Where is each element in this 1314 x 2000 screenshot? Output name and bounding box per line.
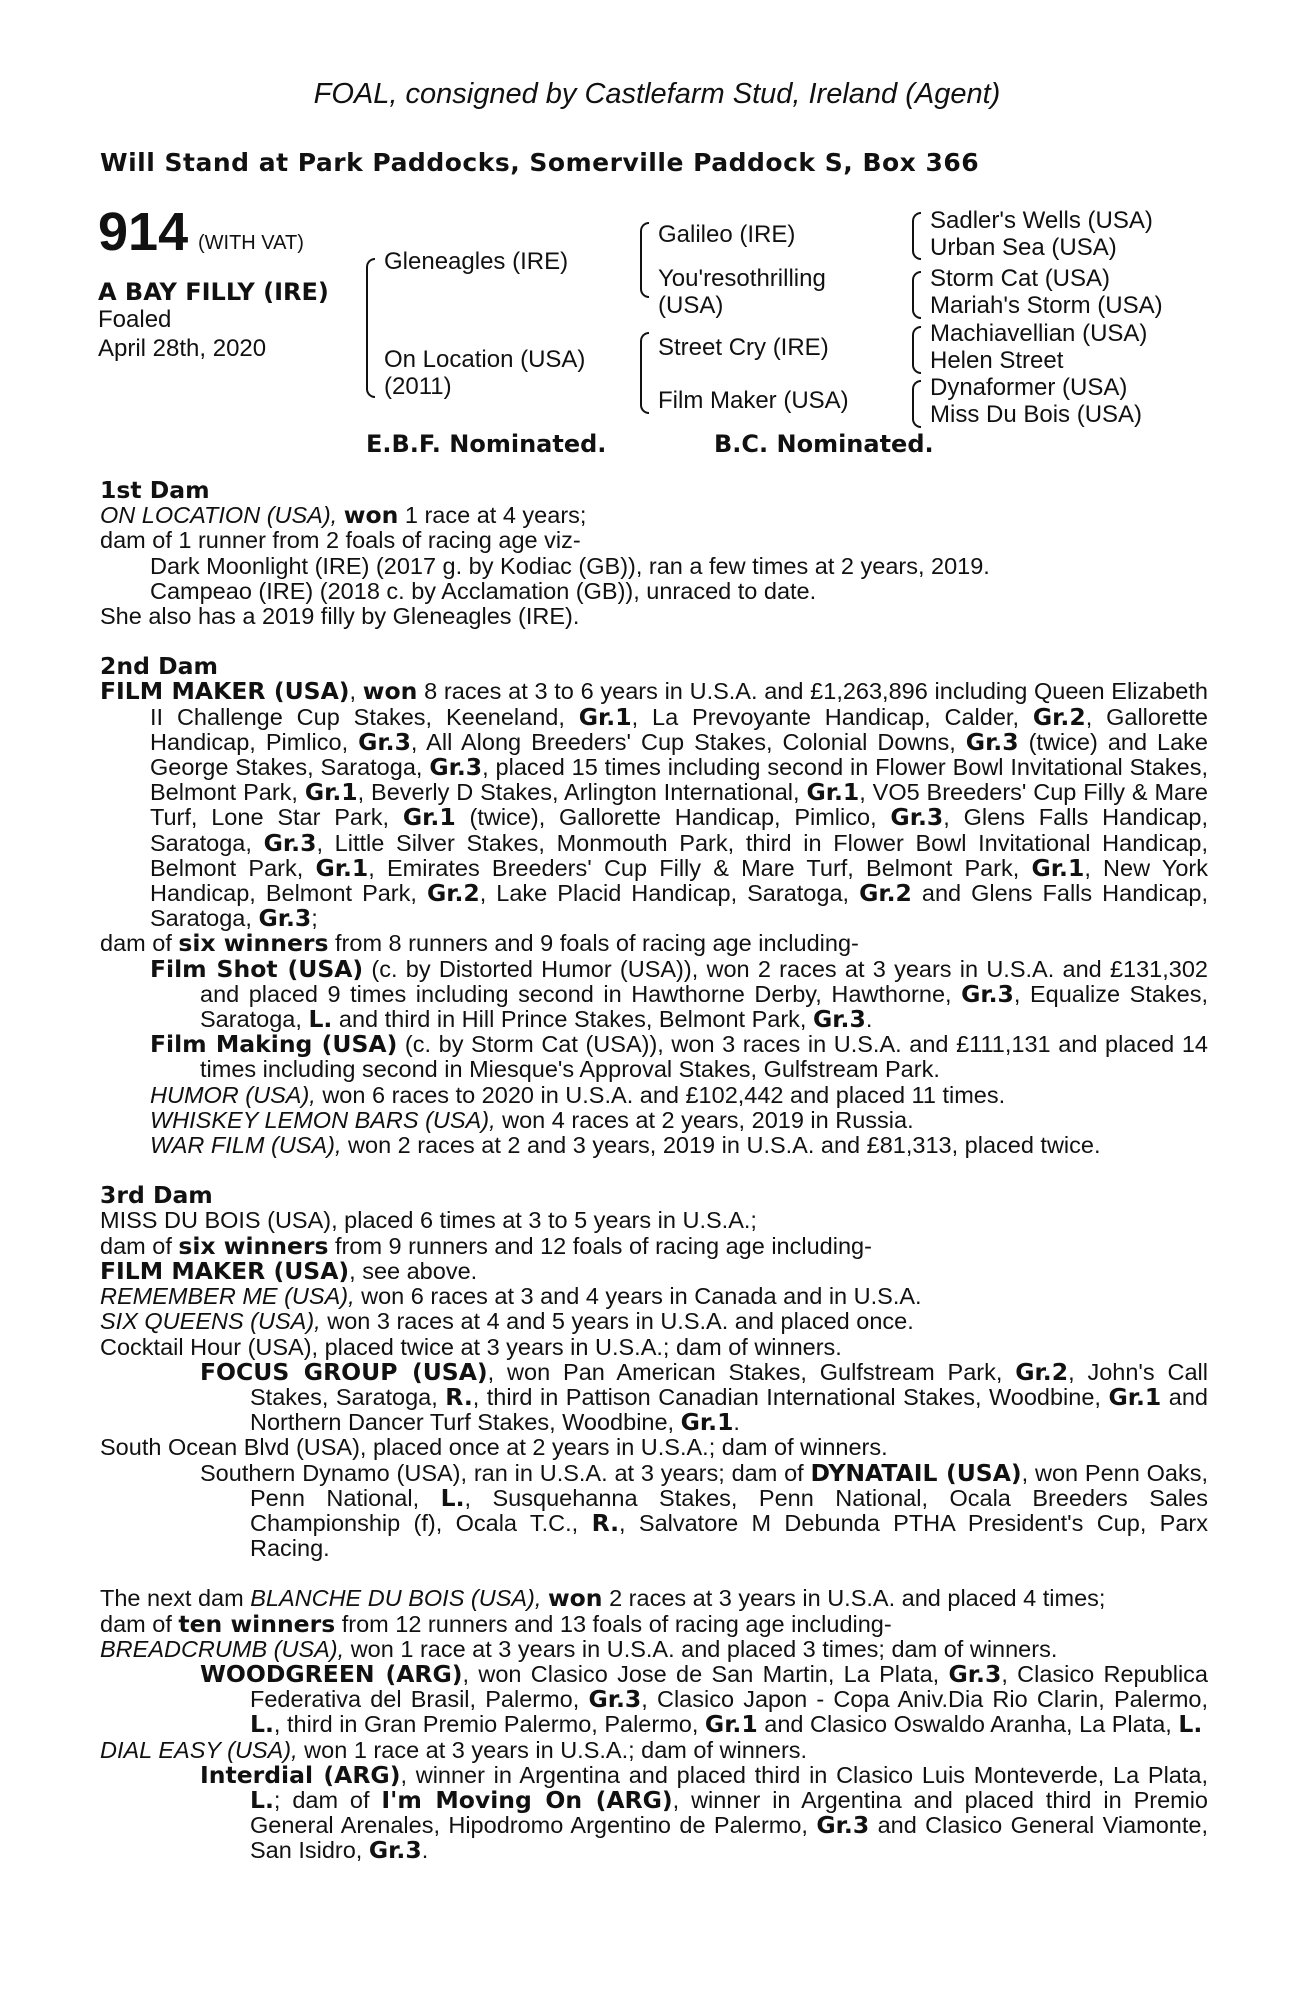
text: and third in Hill Prince Stakes, Belmont Park, [332,1006,813,1033]
won-label: won [343,501,399,530]
third-dam-heading: 3rd Dam [100,1181,213,1210]
text: , All Along Breeders' Cup Stakes, Colonial Downs, [410,728,966,755]
grade: Gr.3 [258,904,312,933]
third-dam-section [100,1183,1208,1561]
text: The next dam [100,1585,251,1612]
third-dam-record: MISS DU BOIS (USA), placed 6 times at 3 to 5 years in U.S.A.; [100,1207,757,1234]
grade: Gr.1 [1031,853,1085,882]
text: won 3 races at 4 and 5 years in U.S.A. and placed once. [320,1308,914,1335]
grade: Gr.3 [429,753,483,782]
grade: Gr.2 [1032,702,1086,731]
second-dam-record [100,679,1208,931]
horse-name: REMEMBER ME (USA), [100,1283,355,1310]
pedigree-sire-dam-name: You'resothrilling [658,265,826,292]
gen3-brace-2 [912,271,921,319]
second-dam-summary [100,931,1208,956]
text: , Little Silver Stakes, Monmouth Park, third in Flower Bowl Invitational Handicap, Belmont Park, [150,829,1209,881]
pedigree-dam [384,346,585,400]
bc-nomination: B.C. Nominated. [714,430,934,458]
grade: L. [440,1483,465,1512]
next-dam-section [100,1586,1208,1863]
grade: Gr.3 [816,1811,870,1840]
grade: Gr.1 [680,1408,734,1437]
text: from 9 runners and 12 foals of racing age including- [328,1232,872,1259]
text: dam of [100,930,179,957]
horse-name: SIX QUEENS (USA), [100,1308,321,1335]
dam-parents-brace [640,332,649,414]
progeny-six-queens [100,1309,1208,1334]
second-dam-section [100,654,1208,1158]
gen3-brace-1 [912,212,921,260]
text: , New York Handicap, Belmont Park, [150,854,1208,907]
text: , [349,678,357,705]
text: ; dam of [273,1786,382,1813]
grade: Gr.3 [263,828,317,857]
first-dam-section [100,478,1208,629]
text: . [733,1409,740,1436]
text: and Clasico Oswaldo Aranha, La Plata, [757,1711,1179,1738]
progeny-film-maker [100,1256,1208,1285]
horse-name: Film Making (USA) [150,1030,398,1059]
progeny-entry: Campeao (IRE) (2018 c. by Acclamation (GB)), unraced to date. [150,577,817,604]
text: dam of [100,1232,179,1259]
lot-description: A BAY FILLY (IRE) [98,278,329,306]
text: , Clasico Japon - Copa Aniv.Dia Rio Clarin, Palermo, [641,1686,1208,1713]
text: from 12 runners and 13 foals of racing age including- [335,1610,892,1637]
progeny-entry: Dark Moonlight (IRE) (2017 g. by Kodiac (GB)), ran a few times at 2 years, 2019. [150,552,990,579]
text: , La Prevoyante Handicap, Calder, [631,703,1033,730]
grade: R. [591,1508,620,1537]
first-dam-heading: 1st Dam [100,476,210,504]
pedigree-ssd: Urban Sea (USA) [930,234,1117,261]
progeny-cocktail-hour: Cocktail Hour (USA), placed twice at 3 years in U.S.A.; dam of winners. [100,1333,842,1360]
progeny-focus-group [100,1357,1208,1437]
progeny-humor [100,1083,1208,1108]
gen3-group-2 [930,265,1163,319]
ebf-nomination: E.B.F. Nominated. [366,430,607,458]
text: (twice) and Lake George Stakes, Saratoga, [150,728,1208,781]
gen3-brace-3 [912,326,921,374]
text: . [865,1006,873,1033]
pedigree-sds: Storm Cat (USA) [930,265,1111,292]
vat-label: (WITH VAT) [198,232,304,254]
horse-name: Interdial (ARG) [200,1760,401,1789]
text: (c. by Distorted Humor (USA)), won 2 races at 3 years in U.S.A. and £131,302 and placed 9 times including second in Hawthorne Derby, Hawthorne, [200,955,1208,1007]
text: , Lake Placid Handicap, Saratoga, [479,880,860,907]
progeny-film-shot [100,954,1208,1034]
grade: Gr.1 [578,702,632,731]
pedigree-sire-dam-country: (USA) [658,292,724,319]
text: , won Pan American Stakes, Gulfstream Park, [487,1358,1016,1385]
pedigree-dss: Machiavellian (USA) [930,320,1148,347]
text: (twice), Gallorette Handicap, Pimlico, [455,804,891,831]
grade: Gr.1 [402,803,456,832]
grade: Gr.3 [961,979,1014,1008]
grade: Gr.2 [426,879,480,908]
horse-name: WOODGREEN (ARG) [200,1659,463,1688]
text: (c. by Storm Cat (USA)), won 3 races in U.S.A. and £111,131 and placed 14 times including second in Miesque's Approval Stakes, Gulfstream Park. [200,1031,1208,1083]
horse-name: WHISKEY LEMON BARS (USA), [150,1106,496,1133]
grade: R. [445,1382,473,1411]
text: and Clasico General Viamonte, San Isidro, [250,1812,1208,1864]
grade: Gr.1 [304,778,358,807]
text: from 8 runners and 9 foals of racing age including- [328,930,859,957]
text: , winner in Argentina and placed third in Clasico Luis Monteverde, La Plata, [400,1761,1208,1788]
first-dam-also: She also has a 2019 filly by Gleneagles (IRE). [100,603,580,630]
text: won 6 races to 2020 in U.S.A. and £102,442 and placed 11 times. [315,1081,1006,1108]
pedigree-sss: Sadler's Wells (USA) [930,207,1153,234]
winners-count: six winners [178,929,329,958]
pedigree-sire: Gleneagles (IRE) [384,248,569,275]
text: won 1 race at 3 years in U.S.A.; dam of winners. [297,1736,808,1763]
horse-name: I'm Moving On (ARG) [381,1785,673,1814]
grade: Gr.3 [588,1685,642,1714]
second-dam-name: FILM MAKER (USA) [100,677,350,706]
horse-name: WAR FILM (USA), [150,1132,342,1159]
foaled-date: April 28th, 2020 [98,335,267,362]
grade: Gr.3 [368,1836,422,1865]
text: 8 races at 3 to 6 years in U.S.A. and £1,263,896 including Queen Elizabeth II Challenge Cup Stakes, Keeneland, [150,678,1208,730]
pedigree-dam-name: On Location (USA) [384,346,586,373]
gen3-group-1 [930,207,1153,261]
progeny-remember-me [100,1284,1208,1309]
grade: Gr.3 [965,727,1019,756]
text: Southern Dynamo (USA), ran in U.S.A. at 3 years; dam of [200,1459,811,1486]
text: ; [311,905,318,932]
pedigree-dam-sire: Street Cry (IRE) [658,334,829,361]
text: , Salvatore M Debunda PTHA President's Cup, Parx Racing. [250,1509,1209,1562]
progeny-woodgreen [100,1659,1208,1739]
grade: Gr.3 [813,1005,866,1034]
text: won 1 race at 3 years in U.S.A. and placed 3 times; dam of winners. [344,1635,1058,1662]
pedigree-dds: Dynaformer (USA) [930,374,1128,401]
horse-name: Film Shot (USA) [150,954,364,983]
grade: Gr.3 [890,803,944,832]
text: , Beverly D Stakes, Arlington International, [357,779,807,806]
pedigree-dsd: Helen Street [930,347,1064,374]
text: , third in Gran Premio Palermo, Palermo, [273,1711,705,1738]
gen3-group-4 [930,374,1142,428]
gen3-brace-4 [912,380,921,428]
grade: Gr.1 [1108,1382,1162,1411]
first-dam-summary: dam of 1 runner from 2 foals of racing age viz- [100,527,581,554]
text: won 4 races at 2 years, 2019 in Russia. [495,1106,914,1133]
grade: Gr.2 [859,879,912,908]
grade: L. [250,1785,274,1814]
progeny-whiskey-lemon-bars [100,1108,1208,1133]
pedigree-dam-year: (2011) [384,373,452,400]
winners-count: six winners [178,1231,329,1260]
horse-name: BREADCRUMB (USA), [100,1635,345,1662]
next-dam-record [100,1586,1208,1611]
text: , won Penn Oaks, Penn National, [250,1459,1208,1511]
pedigree-ddd: Miss Du Bois (USA) [930,401,1143,428]
text: , see above. [349,1257,478,1284]
pedigree-sdd: Mariah's Storm (USA) [930,292,1163,319]
text: , Glens Falls Handicap, Saratoga, [150,804,1208,856]
text: , Clasico Republica Federativa del Brasil, Palermo, [250,1660,1208,1713]
text: , placed 15 times including second in Flower Bowl Invitational Stakes, Belmont Park, [150,754,1208,806]
sire-parents-brace [640,222,649,298]
sire-dam-brace [366,258,375,398]
text: , Emirates Breeders' Cup Filly & Mare Turf, Belmont Park, [368,854,1032,881]
lot-number: 914 [98,202,189,262]
text: and Glens Falls Handicap, Saratoga, [150,880,1208,932]
text: . [421,1837,429,1864]
progeny-south-ocean-blvd: South Ocean Blvd (USA), placed once at 2 years in U.S.A.; dam of winners. [100,1434,888,1461]
text: , won Clasico Jose de San Martin, La Plata, [462,1660,949,1687]
progeny-dial-easy [100,1738,1208,1763]
text: won 2 races at 2 and 3 years, 2019 in U.S.A. and £81,313, placed twice. [341,1132,1101,1159]
text: , VO5 Breeders' Cup Filly & Mare Turf, Lone Star Park, [150,779,1208,831]
second-dam-heading: 2nd Dam [100,652,218,681]
text: dam of [100,1610,179,1637]
won-label: won [547,1584,603,1613]
grade: L. [308,1005,333,1034]
pedigree-dam-dam: Film Maker (USA) [658,387,849,414]
grade: L. [1178,1710,1203,1739]
won-label: won [362,677,418,706]
horse-name: DIAL EASY (USA), [100,1736,298,1763]
progeny-film-making [100,1032,1208,1082]
progeny-breadcrumb [100,1637,1208,1662]
horse-name: HUMOR (USA), [150,1081,316,1108]
text: , John's Call Stakes, Saratoga, [250,1358,1208,1410]
text: , Equalize Stakes, Saratoga, [200,980,1208,1033]
horse-name: FILM MAKER (USA) [100,1256,350,1285]
third-dam-summary [100,1231,1208,1260]
progeny-interdial [100,1760,1208,1865]
grade: Gr.3 [948,1659,1002,1688]
gen3-group-3 [930,320,1147,374]
grade: Gr.1 [704,1710,758,1739]
progeny-southern-dynamo [100,1458,1209,1562]
foaled-label: Foaled [98,306,172,333]
stand-location: Will Stand at Park Paddocks, Somerville Paddock S, Box 366 [100,148,980,177]
grade: Gr.1 [315,853,369,882]
text: , third in Pattison Canadian International Stakes, Woodbine, [472,1383,1109,1410]
next-dam-name: BLANCHE DU BOIS (USA), [250,1585,542,1612]
text: won 6 races at 3 and 4 years in Canada and in U.S.A. [354,1283,922,1310]
grade: Gr.1 [806,778,860,807]
record-text: 1 race at 4 years; [398,502,587,529]
text: , winner in Argentina and placed third in Premio General Arenales, Hipodromo Argentino de Palermo, [250,1786,1208,1839]
foaled-info [98,305,266,363]
catalogue-body [100,478,1208,1864]
pedigree-sire-sire: Galileo (IRE) [658,221,796,248]
grade: Gr.2 [1015,1357,1069,1386]
consignment-line: FOAL, consigned by Castlefarm Stud, Ireland (Agent) [313,78,1001,110]
grade: Gr.3 [358,727,411,756]
next-dam-summary [100,1609,1208,1638]
text: , Susquehanna Stakes, Penn National, Ocala Breeders Sales Championship (f), Ocala T.C., [250,1484,1208,1536]
first-dam-record [100,503,1208,528]
pedigree-sire-dam [658,265,826,319]
horse-name: DYNATAIL (USA) [810,1458,1022,1487]
text: , Gallorette Handicap, Pimlico, [150,703,1208,755]
winners-count: ten winners [178,1609,336,1638]
grade: L. [250,1710,274,1739]
horse-name: FOCUS GROUP (USA) [200,1357,488,1386]
text: 2 races at 3 years in U.S.A. and placed 4 times; [602,1585,1106,1612]
text: and Northern Dancer Turf Stakes, Woodbine, [250,1383,1208,1436]
first-dam-name: ON LOCATION (USA), [100,502,338,529]
progeny-war-film [100,1133,1208,1158]
